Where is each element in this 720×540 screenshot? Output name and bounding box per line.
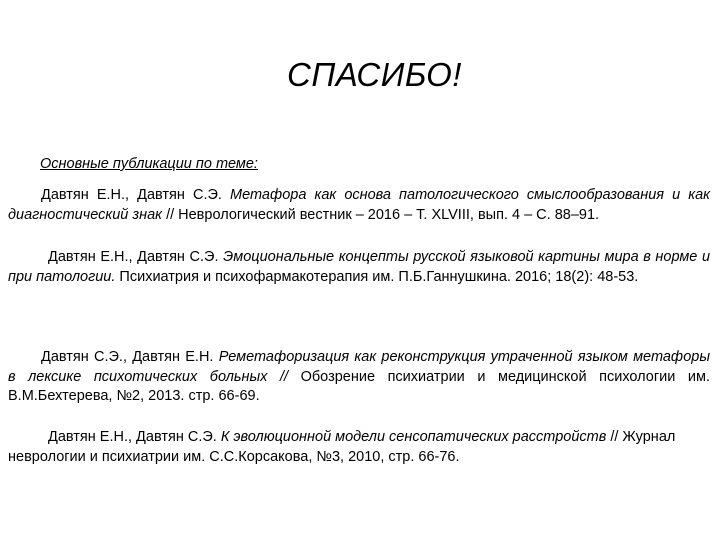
- publication-source: // Журнал неврологии и психиатрии им. С.С.Корсакова, №3, 2010, стр. 66-76.: [8, 429, 676, 465]
- publication-item: [8, 186, 710, 225]
- publication-authors: Давтян Е.Н., Давтян С.Э.: [48, 249, 219, 265]
- publications-heading: Основные публикации по теме:: [40, 156, 258, 172]
- publication-title: Эмоциональные концепты русской языковой картины мира в норме и при патологии.: [8, 249, 711, 285]
- publication-authors: Давтян Е.Н., Давтян С.Э.: [41, 187, 222, 203]
- publication-authors: Давтян Е.Н., Давтян С.Э.: [48, 429, 217, 445]
- publication-title: К эволюционной модели сенсопатических расстройств: [220, 429, 607, 445]
- publication-authors: Давтян С.Э., Давтян Е.Н.: [41, 349, 214, 365]
- publication-title: Метафора как основа патологического смыслообразования и как диагностический знак: [8, 187, 710, 223]
- publication-source: Обозрение психиатрии и медицинской психологии им. В.М.Бехтерева, №2, 2013. стр. 66-69.: [8, 368, 711, 404]
- publication-source: // Неврологический вестник – 2016 – Т. XLVIII, вып. 4 – С. 88–91.: [166, 206, 600, 223]
- publication-item: [8, 248, 710, 287]
- publication-item: [8, 428, 710, 467]
- publication-item: [8, 348, 710, 407]
- publication-source: Психиатрия и психофармакотерапия им. П.Б.Ганнушкина. 2016; 18(2): 48-53.: [119, 268, 639, 285]
- page-title: СПАСИБО!: [287, 56, 462, 93]
- publication-title: Реметафоризация как реконструкция утраченной языком метафоры в лексике психотических больных //: [8, 349, 710, 385]
